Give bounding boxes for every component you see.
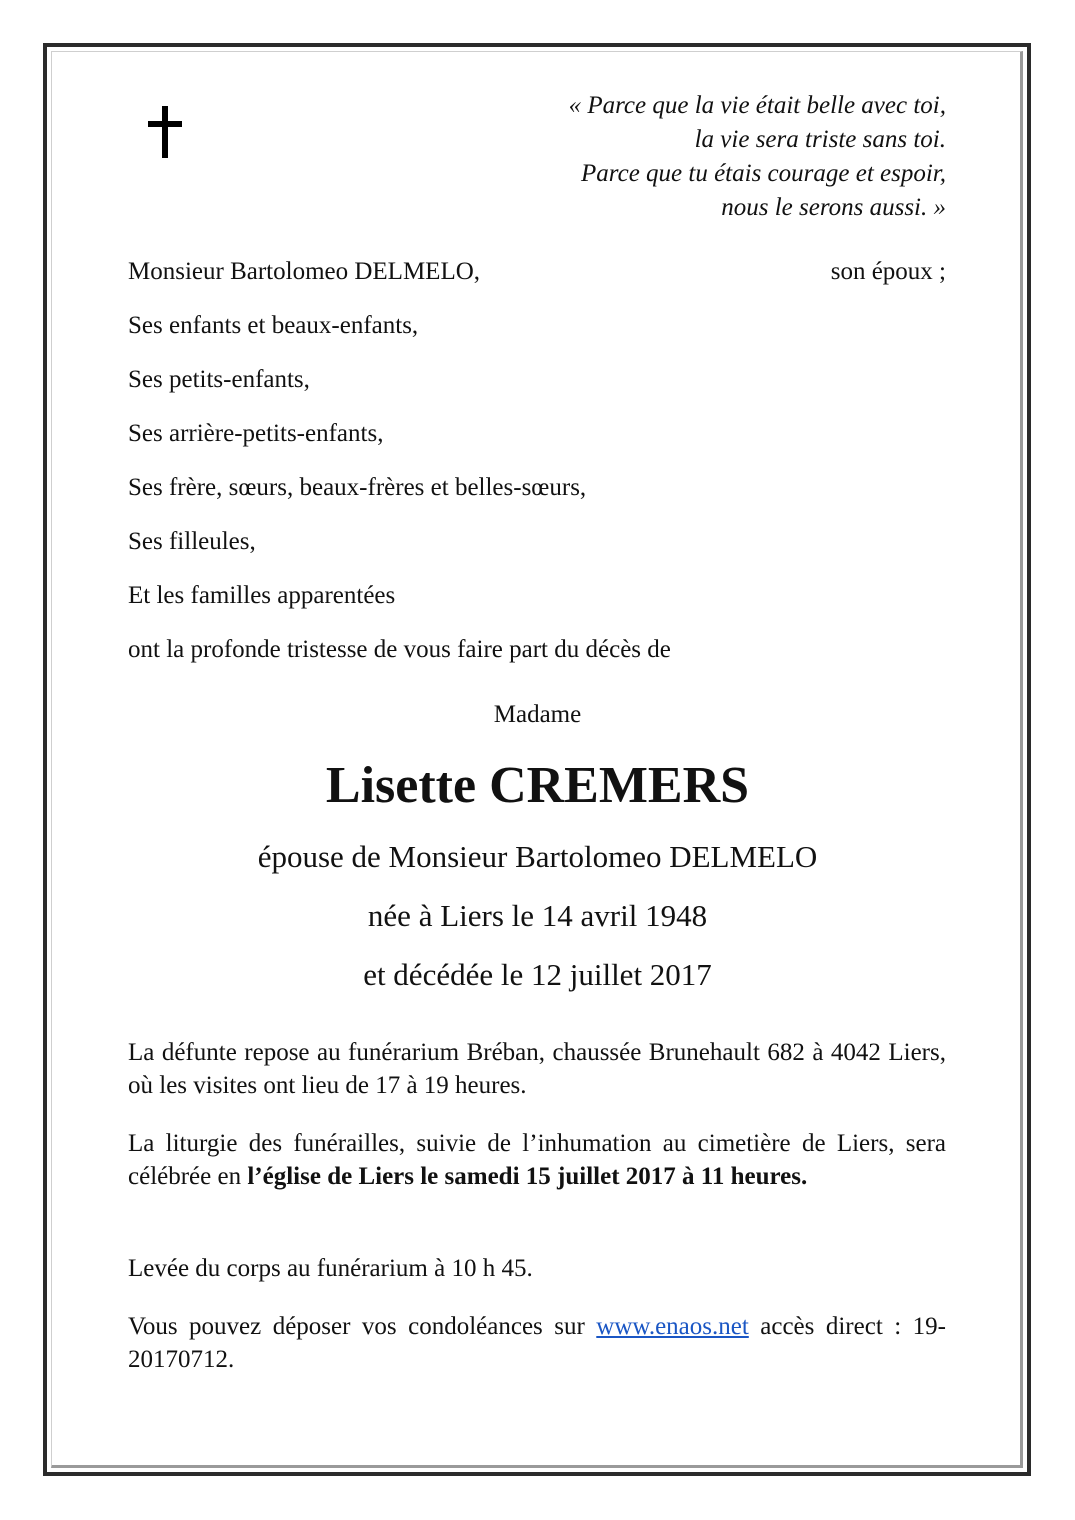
family-line: Ses filleules, bbox=[128, 528, 256, 555]
family-line: Et les familles apparentées bbox=[128, 582, 396, 609]
family-line: Ses arrière-petits-enfants, bbox=[128, 420, 384, 447]
liturgy-paragraph bbox=[128, 1127, 946, 1193]
quote-line: Parce que tu étais courage et espoir, bbox=[581, 160, 946, 187]
quote-line: la vie sera triste sans toi. bbox=[694, 126, 946, 153]
deceased-name: Lisette CREMERS bbox=[325, 757, 750, 814]
quote-line: nous le serons aussi. » bbox=[721, 194, 946, 221]
liturgy-details: l’église de Liers le samedi 15 juillet 2017 à 11 heures. bbox=[247, 1163, 808, 1190]
family-line: Ses petits-enfants, bbox=[128, 366, 310, 393]
enaos-website-link[interactable]: www.enaos.net bbox=[596, 1313, 749, 1340]
deceased-birth-line: née à Liers le 14 avril 1948 bbox=[367, 898, 708, 933]
deceased-spouse-line: épouse de Monsieur Bartolomeo DELMELO bbox=[257, 839, 818, 874]
deceased-death-line: et décédée le 12 juillet 2017 bbox=[363, 957, 712, 992]
quote-line: « Parce que la vie était belle avec toi, bbox=[568, 92, 946, 119]
liturgy-intro: La liturgie des funérailles, suivie de l’inhumation au cimetière de Liers, sera célébrée en bbox=[128, 1130, 946, 1190]
family-line: Ses enfants et beaux-enfants, bbox=[128, 312, 419, 339]
removal-paragraph: Levée du corps au funérarium à 10 h 45. bbox=[128, 1255, 533, 1282]
deceased-title: Madame bbox=[493, 701, 582, 728]
husband-name: Monsieur Bartolomeo DELMELO, bbox=[128, 258, 481, 285]
husband-relation: son époux ; bbox=[830, 258, 946, 285]
condolences-outro: accès direct : 19-20170712. bbox=[128, 1313, 946, 1373]
visitation-paragraph: La défunte repose au funérarium Bréban, chaussée Brunehault 682 à 4042 Liers, où les visites ont lieu de 17 à 19 heures. bbox=[128, 1039, 946, 1099]
family-line: Ses frère, sœurs, beaux-frères et belles-sœurs, bbox=[128, 474, 587, 501]
condolences-intro: Vous pouvez déposer vos condoléances sur bbox=[128, 1313, 597, 1340]
condolences-paragraph bbox=[128, 1310, 946, 1376]
latin-cross-icon bbox=[144, 106, 186, 158]
epigraph-quote bbox=[426, 89, 946, 225]
announcement-line: ont la profonde tristesse de vous faire part du décès de bbox=[128, 636, 671, 663]
